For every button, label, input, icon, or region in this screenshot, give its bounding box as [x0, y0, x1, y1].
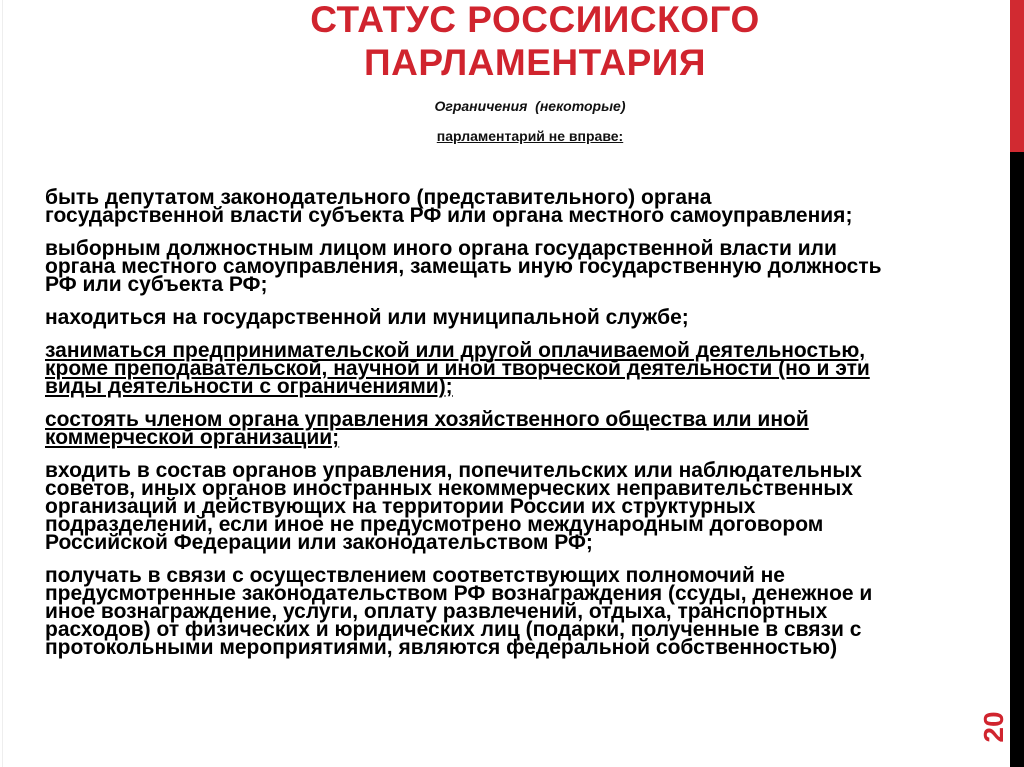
restriction-line-text: коммерческой организации;: [45, 426, 340, 449]
slide-title-line-1: СТАТУС РОССИИСКОГО: [310, 0, 760, 40]
restriction-item-6: [45, 459, 1020, 554]
slide-title-line-2: ПАРЛАМЕНТАРИЯ: [364, 42, 706, 83]
restriction-line: предусмотренные законодательством РФ вознаграждения (ссуды, денежное и: [45, 582, 873, 605]
restriction-line: органа местного самоуправления, замещать иную государственную должность: [45, 255, 882, 278]
restriction-item-7: [45, 564, 1020, 659]
restriction-line: организаций и действующих на территории России их структурных: [45, 495, 756, 518]
restriction-line-text: заниматься предпринимательской или другой оплачиваемой деятельностью,: [45, 339, 866, 362]
restriction-line: быть депутатом законодательного (представительного) органа: [45, 186, 712, 209]
restriction-line: подразделений, если иное не предусмотрено международным договором: [45, 513, 824, 536]
restriction-line: советов, иных органов иностранных некоммерческих неправительственных: [45, 477, 854, 500]
restriction-line-text: виды деятельности с ограничениями);: [45, 375, 453, 398]
restriction-line-text: состоять членом органа управления хозяйственного общества или иной: [45, 408, 809, 431]
slide-edge-line: [2, 0, 3, 767]
restriction-line: [45, 426, 1020, 449]
restriction-line: протокольными мероприятиями, являются федеральной собственностью): [45, 636, 838, 659]
restriction-item-2: [45, 237, 1020, 296]
restriction-line: находиться на государственной или муниципальной службе;: [45, 306, 689, 329]
slide-title: [300, 0, 770, 84]
restriction-item-3: [45, 306, 1020, 329]
restriction-line: расходов) от физических и юридических лиц (подарки, полученные в связи с: [45, 618, 862, 641]
restriction-line: РФ или субъекта РФ;: [45, 273, 268, 296]
restriction-item-1: [45, 186, 1020, 227]
restriction-line: государственной власти субъекта РФ или органа местного самоуправления;: [45, 204, 853, 227]
restriction-line: иное вознаграждение, услуги, оплату развлечений, отдыха, транспортных: [45, 600, 828, 623]
restriction-line: Российской Федерации или законодательством РФ;: [45, 531, 593, 554]
page-number: 20: [978, 711, 1009, 743]
restriction-line-text: кроме преподавательской, научной и иной творческой деятельности (но и эти: [45, 357, 870, 380]
restriction-line: получать в связи с осуществлением соответствующих полномочий не: [45, 564, 785, 587]
restriction-item-5: [45, 408, 1020, 449]
restrictions-list: [45, 186, 1020, 672]
restriction-line: входить в состав органов управления, попечительских или наблюдательных: [45, 459, 862, 482]
restriction-line: [45, 375, 1020, 398]
slide-subtitle: Ограничения (некоторые): [434, 98, 626, 114]
restriction-item-4: [45, 339, 1020, 398]
restriction-line: выборным должностным лицом иного органа государственной власти или: [45, 237, 837, 260]
slide-subheading: парламентарий не вправе:: [436, 128, 624, 144]
side-accent-bar-red: [1010, 0, 1024, 152]
